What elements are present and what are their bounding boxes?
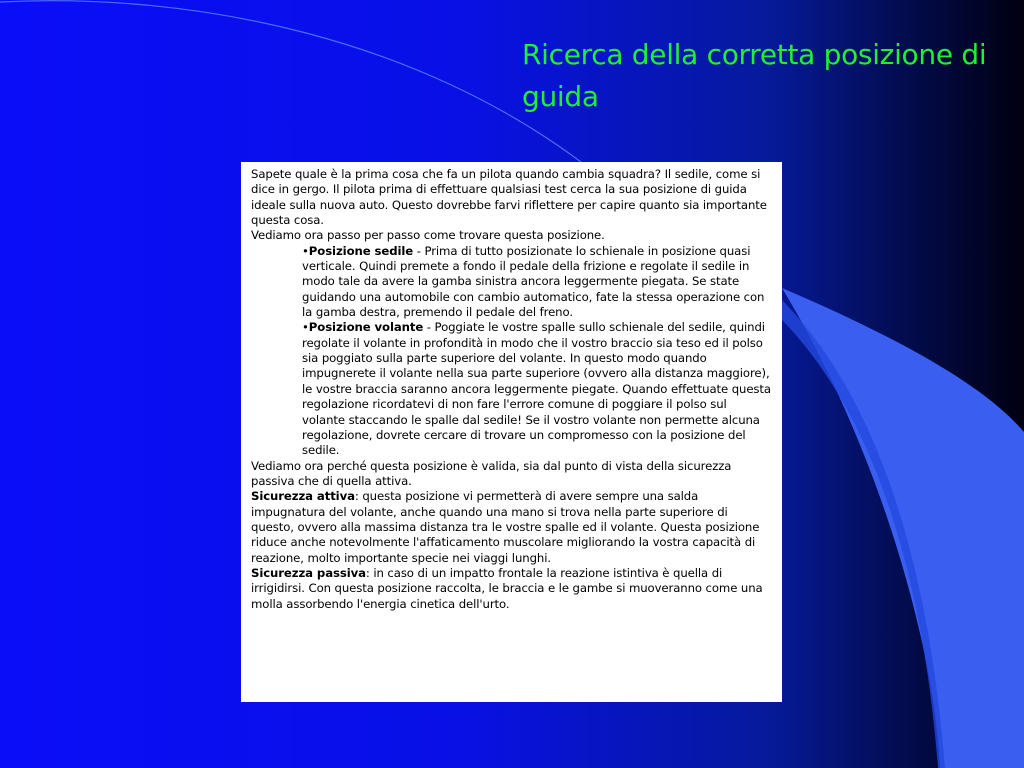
bullet-heading-seat: Posizione sedile xyxy=(308,243,414,258)
bullet-text-wheel: - Poggiate le vostre spalle sullo schienale del sedile, quindi regolate il volante in profondità in modo che il vostro braccio sia teso ed il polso sia poggiato sulla parte superiore del volante. In questo modo quando impugnerete il volante nella sua parte superiore (ovvero alla distanza maggiore), le vostre braccia saranno ancora leggermente piegate. Quando effettuate questa regolazione ricordatevi di non fare l'errore comune di poggiare il polso sul volante staccando le spalle dal sedile! Se il vostro volante non permette alcuna regolazione, dovrete cercare di trovare un compromesso con la posizione del sedile. xyxy=(302,320,771,458)
passive-safety-text: : in caso di un impatto frontale la reazione istintiva è quella di irrigidirsi. Con questa posizione raccolta, le braccia e le gambe si muoveranno come una molla assorbendo l'energia cinetica dell'urto. xyxy=(251,565,763,611)
bullet-marker: • xyxy=(302,320,309,335)
active-safety-paragraph xyxy=(251,489,772,566)
bullet-text-seat: - Prima di tutto posizionate lo schienale in posizione quasi verticale. Quindi premete a fondo il pedale della frizione e regolate il sedile in modo tale da avere la gamba sinistra ancora leggermente piegata. Se state guidando una automobile con cambio automatico, fate la stessa operazione con la gamba destra, premendo il pedale del freno. xyxy=(302,243,765,320)
bullet-heading-wheel: Posizione volante xyxy=(308,320,424,335)
decor-arc-line xyxy=(0,1,585,165)
bullet-seat-position xyxy=(251,244,772,321)
slide-title: Ricerca della corretta posizione di guida xyxy=(522,38,987,113)
passive-safety-heading: Sicurezza passiva xyxy=(251,565,366,580)
step-intro-paragraph: Vediamo ora passo per passo come trovare questa posizione. xyxy=(251,228,605,243)
active-safety-text: : questa posizione vi permetterà di avere sempre una salda impugnatura del volante, anche quando una mano si trova nella parte superiore di questo, ovvero alla massima distanza tra le vostre spalle ed il volante. Questa posizione riduce anche notevolmente l'affaticamento muscolare migliorando la vostra capacità di reazione, molto importante specie nei viaggi lunghi. xyxy=(251,489,760,565)
content-textbox xyxy=(241,162,782,702)
intro-paragraph: Sapete quale è la prima cosa che fa un pilota quando cambia squadra? Il sedile, come si dice in gergo. Il pilota prima di effettuare qualsiasi test cerca la sua posizione di guida ideale sulla nuova auto. Questo dovrebbe farvi riflettere per capire quanto sia importante questa cosa. xyxy=(251,167,767,228)
active-safety-heading: Sicurezza attiva xyxy=(251,489,355,504)
why-intro-paragraph: Vediamo ora perché questa posizione è valida, sia dal punto di vista della sicurezza passiva che di quella attiva. xyxy=(251,458,732,488)
bullet-wheel-position xyxy=(251,320,772,458)
bullet-marker: • xyxy=(302,243,309,258)
passive-safety-paragraph xyxy=(251,566,772,612)
